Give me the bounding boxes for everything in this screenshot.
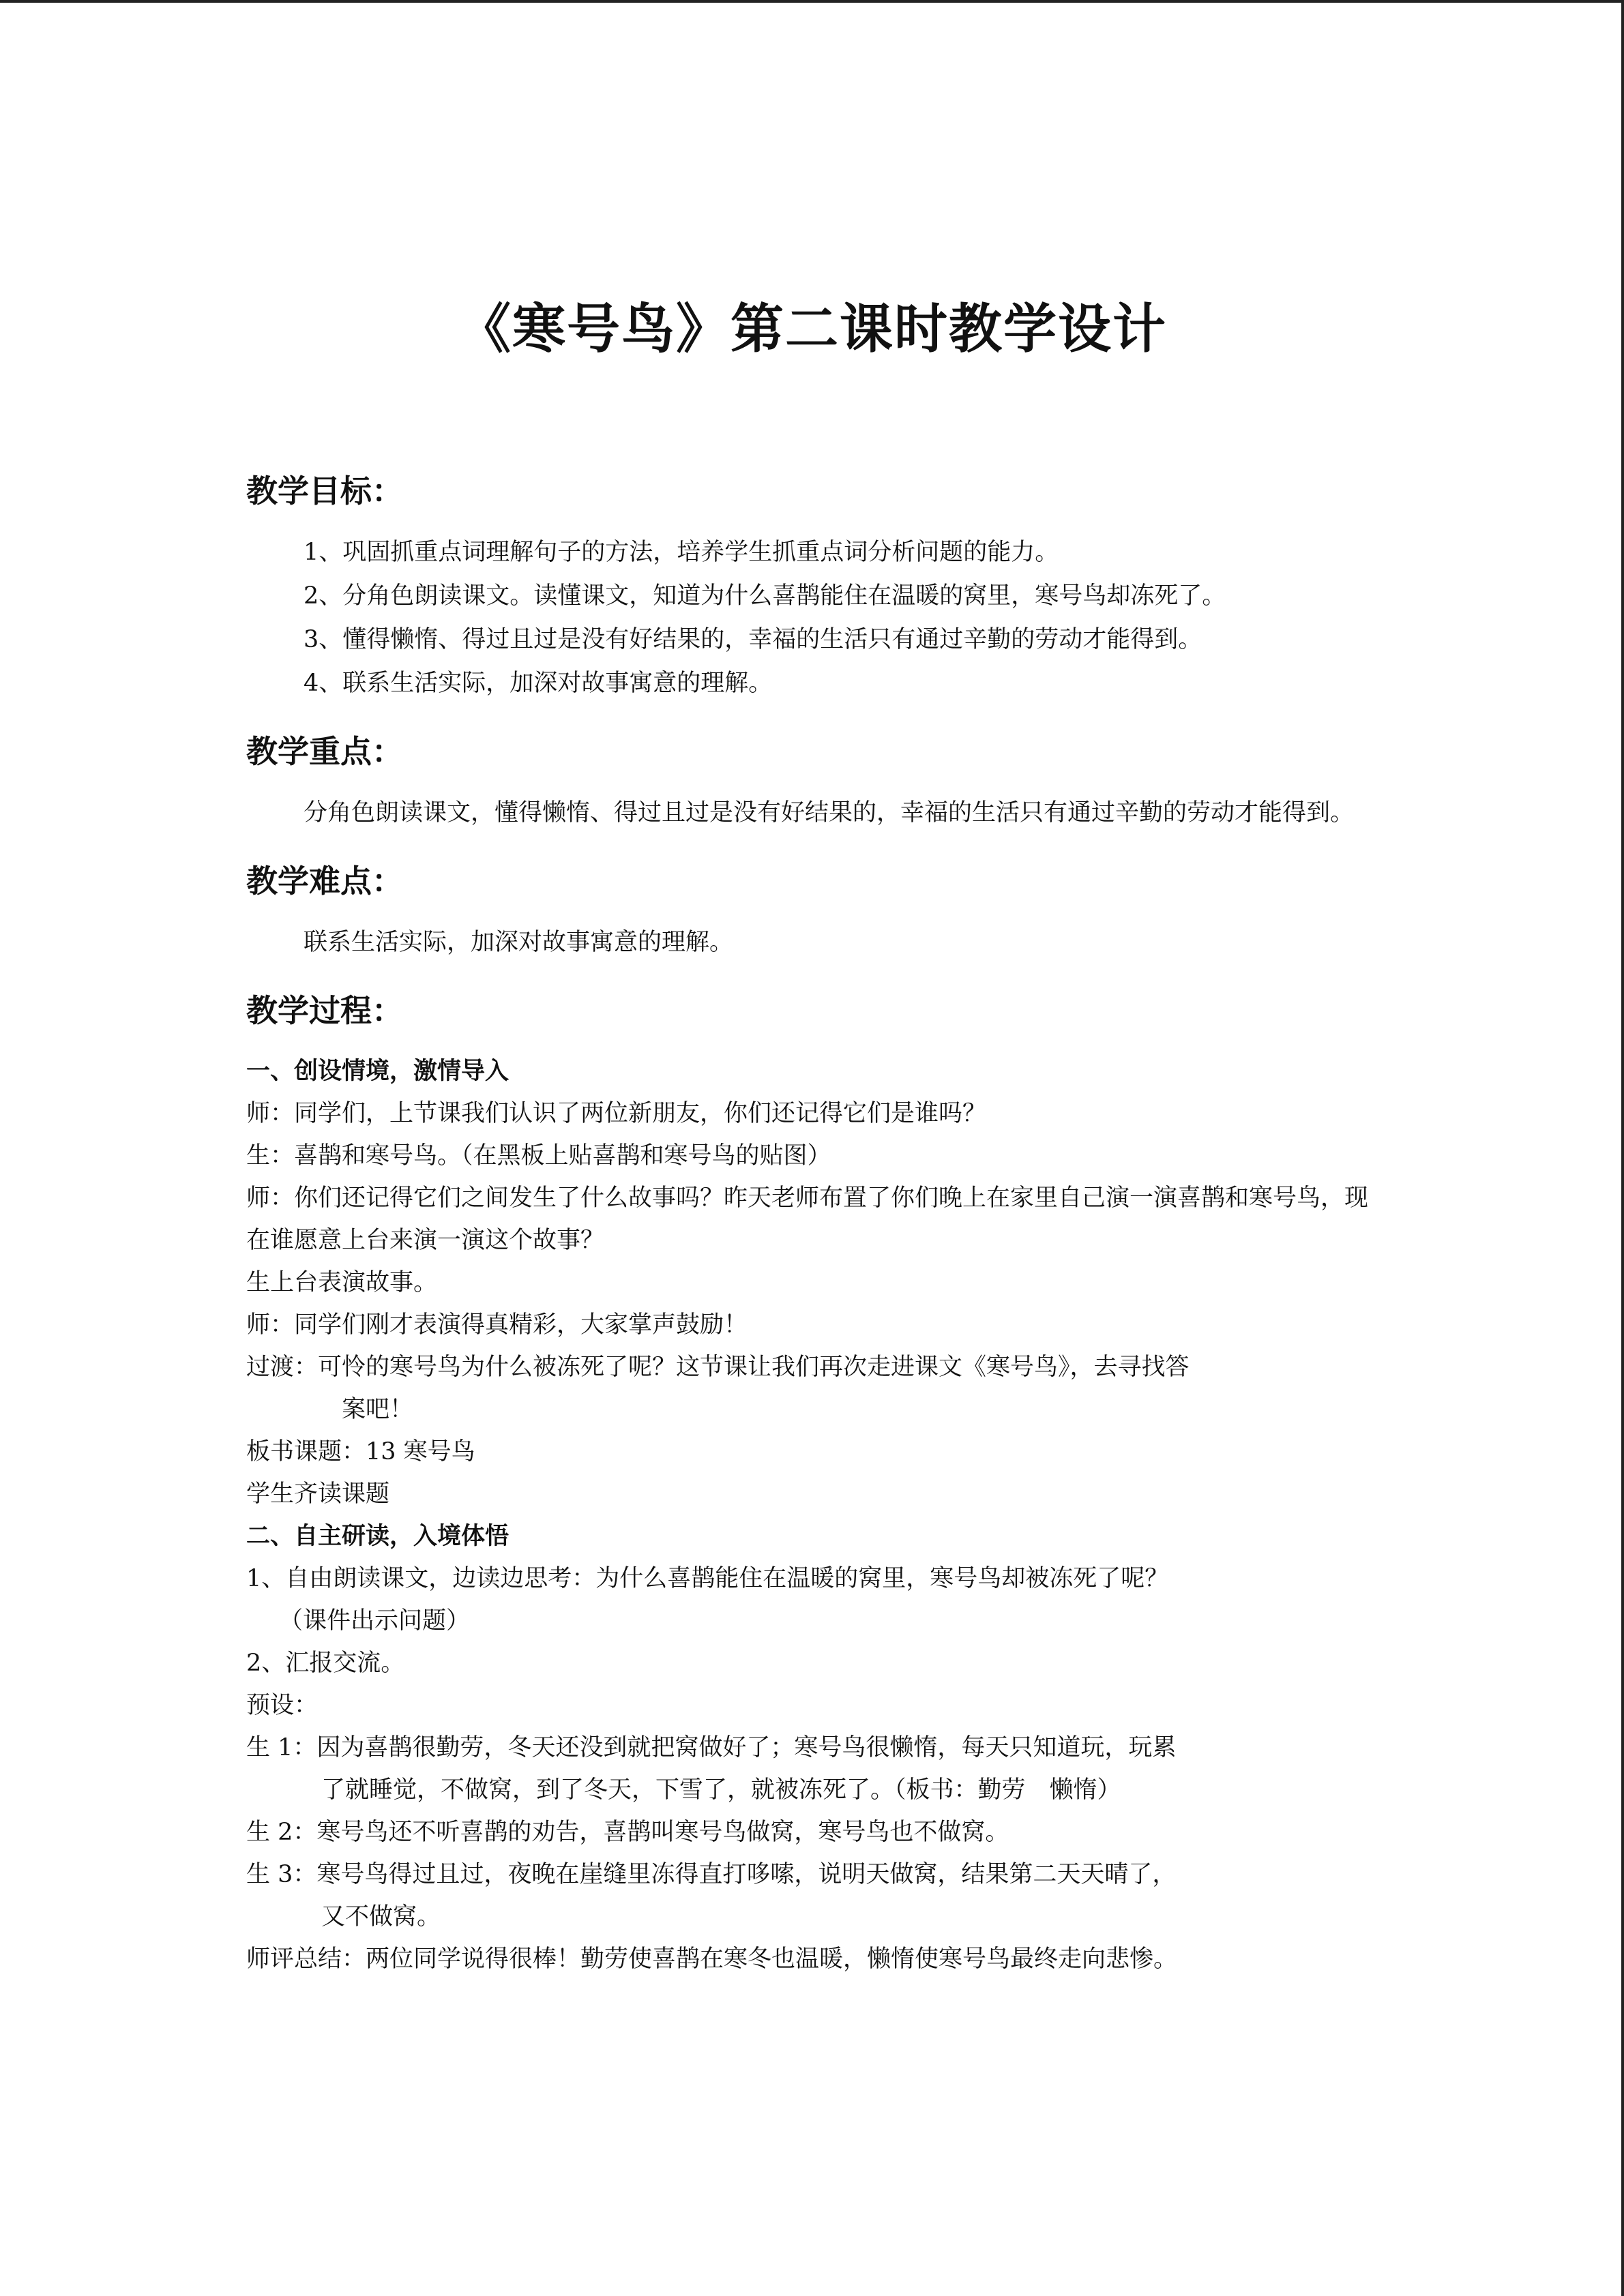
objectives-section: [246, 464, 1378, 711]
objectives-heading: 教学目标：: [246, 473, 403, 509]
dialogue-line: 生：喜鹊和寒号鸟。（在黑板上贴喜鹊和寒号鸟的贴图）: [246, 1142, 831, 1169]
key-points-section: [246, 724, 1378, 840]
dialogue-line: 师：同学们，上节课我们认识了两位新朋友，你们还记得它们是谁吗？: [246, 1100, 987, 1127]
objective-item: 2、分角色朗读课文。读懂课文，知道为什么喜鹊能住在温暖的窝里，寒号鸟却冻死了。: [304, 582, 1226, 610]
difficulties-text: 联系生活实际，加深对故事寓意的理解。: [304, 929, 734, 956]
preset-label: 预设：: [246, 1692, 319, 1719]
question-line-continued: （课件出示问题）: [279, 1607, 471, 1635]
document-title: 《寒号鸟》第二课时教学设计: [457, 298, 1167, 360]
report-line: 2、汇报交流。: [246, 1650, 405, 1677]
objective-item: 4、联系生活实际，加深对故事寓意的理解。: [304, 670, 773, 697]
page-top-border: [0, 0, 1624, 3]
section-title: 二、自主研读，入境体悟: [246, 1522, 510, 1550]
process-heading: 教学过程：: [246, 992, 403, 1029]
student-answer-line: 生 2：寒号鸟还不听喜鹊的劝告，喜鹊叫寒号鸟做窝，寒号鸟也不做窝。: [246, 1819, 1009, 1846]
student-answer-continued: 又不做窝。: [321, 1903, 441, 1930]
key-points-text: 分角色朗读课文，懂得懒惰、得过且过是没有好结果的，幸福的生活只有通过辛勤的劳动才能得到。: [304, 799, 1355, 826]
objectives-list: [246, 518, 1378, 711]
key-points-heading: 教学重点：: [246, 733, 403, 770]
dialogue-line: 生上台表演故事。: [246, 1269, 438, 1296]
section-title: 一、创设情境，激情导入: [246, 1057, 510, 1085]
student-answer-line: 生 3：寒号鸟得过且过，夜晚在崖缝里冻得直打哆嗦，说明天做窝，结果第二天天晴了，: [246, 1861, 1177, 1888]
teacher-summary-line: 师评总结：两位同学说得很棒！勤劳使喜鹊在寒冬也温暖，懒惰使寒号鸟最终走向悲惨。: [246, 1945, 1178, 1973]
question-line: 1、自由朗读课文，边读边思考：为什么喜鹊能住在温暖的窝里，寒号鸟却被冻死了呢？: [246, 1565, 1169, 1592]
student-answer-continued: 了就睡觉，不做窝，到了冬天，下雪了，就被冻死了。（板书：勤劳 懒惰）: [321, 1776, 1121, 1804]
board-title-line: 板书课题：13 寒号鸟: [246, 1438, 475, 1465]
reading-line: 学生齐读课题: [246, 1480, 390, 1508]
difficulties-section: [246, 854, 1378, 970]
objective-item: 1、巩固抓重点词理解句子的方法，培养学生抓重点词分析问题的能力。: [304, 539, 1059, 566]
transition-line-continued: 案吧！: [342, 1396, 414, 1423]
process-section: [246, 983, 1378, 1980]
document-body: [246, 464, 1378, 1980]
difficulties-heading: 教学难点：: [246, 863, 403, 899]
page-right-border: [1621, 0, 1624, 2296]
process-part-2: [246, 1515, 1378, 1980]
process-part-1: [246, 1038, 1378, 1515]
transition-line: 过渡：可怜的寒号鸟为什么被冻死了呢？这节课让我们再次走进课文《寒号鸟》，去寻找答: [246, 1354, 1190, 1381]
objective-item: 3、懂得懒惰、得过且过是没有好结果的，幸福的生活只有通过辛勤的劳动才能得到。: [304, 626, 1202, 653]
student-answer-line: 生 1：因为喜鹊很勤劳，冬天还没到就把窝做好了；寒号鸟很懒惰，每天只知道玩，玩累: [246, 1734, 1177, 1761]
dialogue-line: 师：同学们刚才表演得真精彩，大家掌声鼓励！: [246, 1311, 748, 1339]
dialogue-line: 师：你们还记得它们之间发生了什么故事吗？昨天老师布置了你们晚上在家里自己演一演喜鹊和寒号鸟，现在谁愿意上台来演一演这个故事？: [246, 1184, 1369, 1254]
